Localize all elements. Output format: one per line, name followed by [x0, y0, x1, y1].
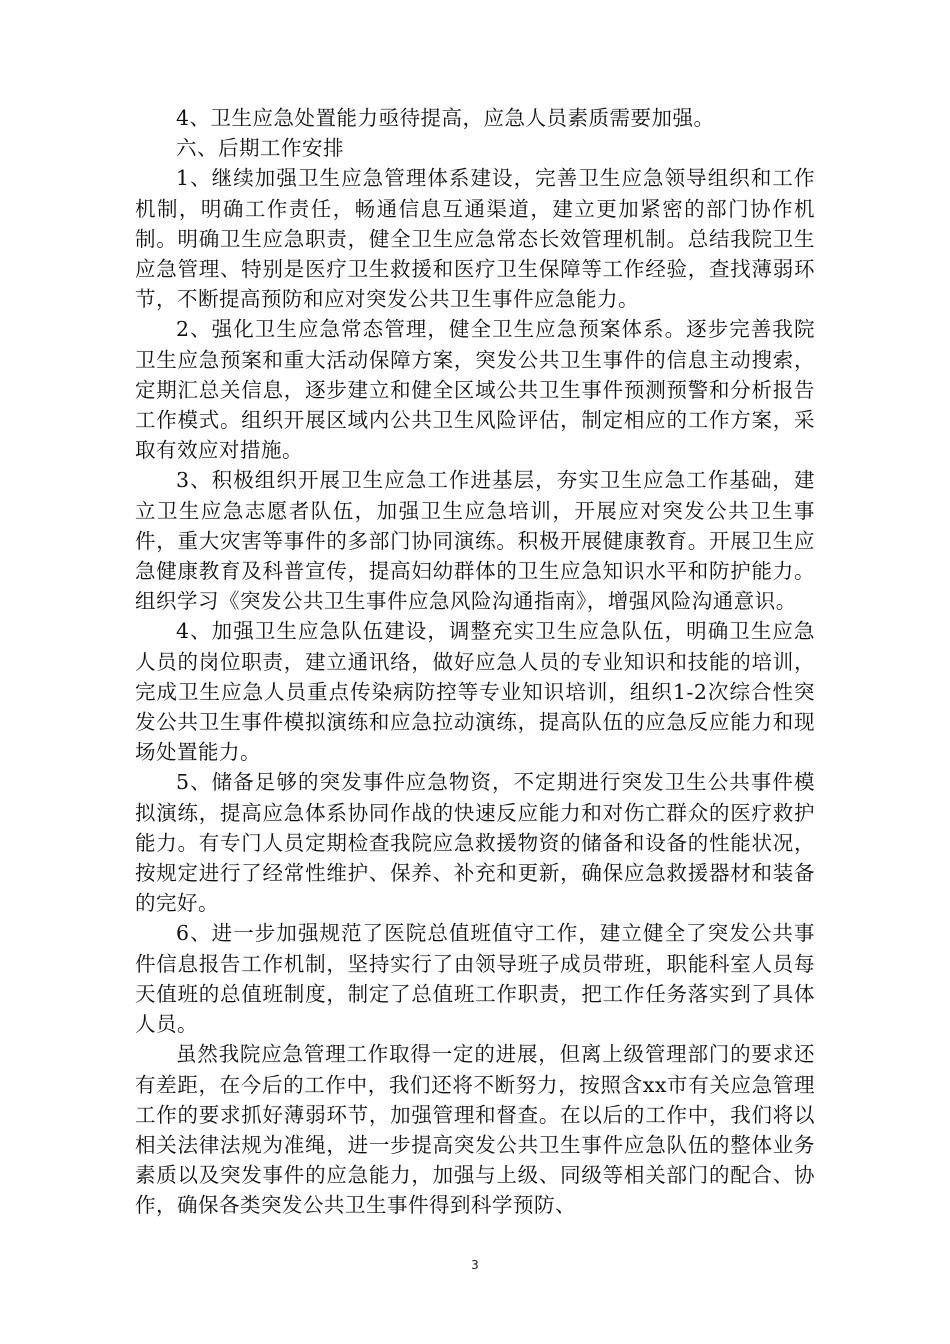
section-heading-later-work: 六、后期工作安排 [176, 136, 344, 161]
paragraph-plan-3: 3、积极组织开展卫生应急工作进基层，夯实卫生应急工作基础，建立卫生应急志愿者队伍，加强卫生应急培训，开展应对突发公共卫生事件，重大灾害等事件的多部门协同演练。积极开展健康教育。开展卫生应急健康教育及科普宣传，提高妇幼群体的卫生应急知识水平和防护能力。组织学习《突发公共卫生事件应急风险沟通指南》，增强风险沟通意识。 [135, 468, 815, 614]
paragraph-plan-4: 4、加强卫生应急队伍建设，调整充实卫生应急队伍，明确卫生应急人员的岗位职责，建立通讯络，做好应急人员的专业知识和技能的培训，完成卫生应急人员重点传染病防控等专业知识培训，组织1-2次综合性突发公共卫生事件模拟演练和应急拉动演练，提高队伍的应急反应能力和现场处置能力。 [135, 619, 815, 765]
paragraph-plan-2: 2、强化卫生应急常态管理，健全卫生应急预案体系。逐步完善我院卫生应急预案和重大活动保障方案，突发公共卫生事件的信息主动搜索，定期汇总关信息，逐步建立和健全区域公共卫生事件预测预警和分析报告工作模式。组织开展区域内公共卫生风险评估，制定相应的工作方案，采取有效应对措施。 [135, 317, 815, 463]
paragraph-plan-6: 6、进一步加强规范了医院总值班值守工作，建立健全了突发公共事件信息报告工作机制，坚持实行了由领导班子成员带班，职能科室人员每天值班的总值班制度，制定了总值班工作职责，把工作任务落实到了具体人员。 [135, 921, 815, 1037]
page-number: 3 [471, 1258, 479, 1272]
paragraph-plan-5: 5、储备足够的突发事件应急物资，不定期进行突发卫生公共事件模拟演练，提高应急体系协同作战的快速反应能力和对伤亡群众的医疗救护能力。有专门人员定期检查我院应急救援物资的储备和设备的性能状况，按规定进行了经常性维护、保养、补充和更新，确保应急救援器材和装备的完好。 [135, 770, 815, 916]
paragraph-item-4-capacity: 4、卫生应急处置能力亟待提高，应急人员素质需要加强。 [176, 106, 715, 130]
paragraph-plan-1: 1、继续加强卫生应急管理体系建设，完善卫生应急领导组织和工作机制，明确工作责任，畅通信息互通渠道，建立更加紧密的部门协作机制。明确卫生应急职责，健全卫生应急常态长效管理机制。总结我院卫生应急管理、特别是医疗卫生救援和医疗卫生保障等工作经验，查找薄弱环节，不断提高预防和应对突发公共卫生事件应急能力。 [135, 166, 815, 312]
document-body [135, 103, 815, 1221]
paragraph-conclusion: 虽然我院应急管理工作取得一定的进展，但离上级管理部门的要求还有差距，在今后的工作中，我们还将不断努力，按照含xx市有关应急管理工作的要求抓好薄弱环节，加强管理和督查。在以后的工作中，我们将以相关法律法规为准绳，进一步提高突发公共卫生事件应急队伍的整体业务素质以及突发事件的应急能力，加强与上级、同级等相关部门的配合、协作，确保各类突发公共卫生事件得到科学预防、 [135, 1042, 815, 1218]
